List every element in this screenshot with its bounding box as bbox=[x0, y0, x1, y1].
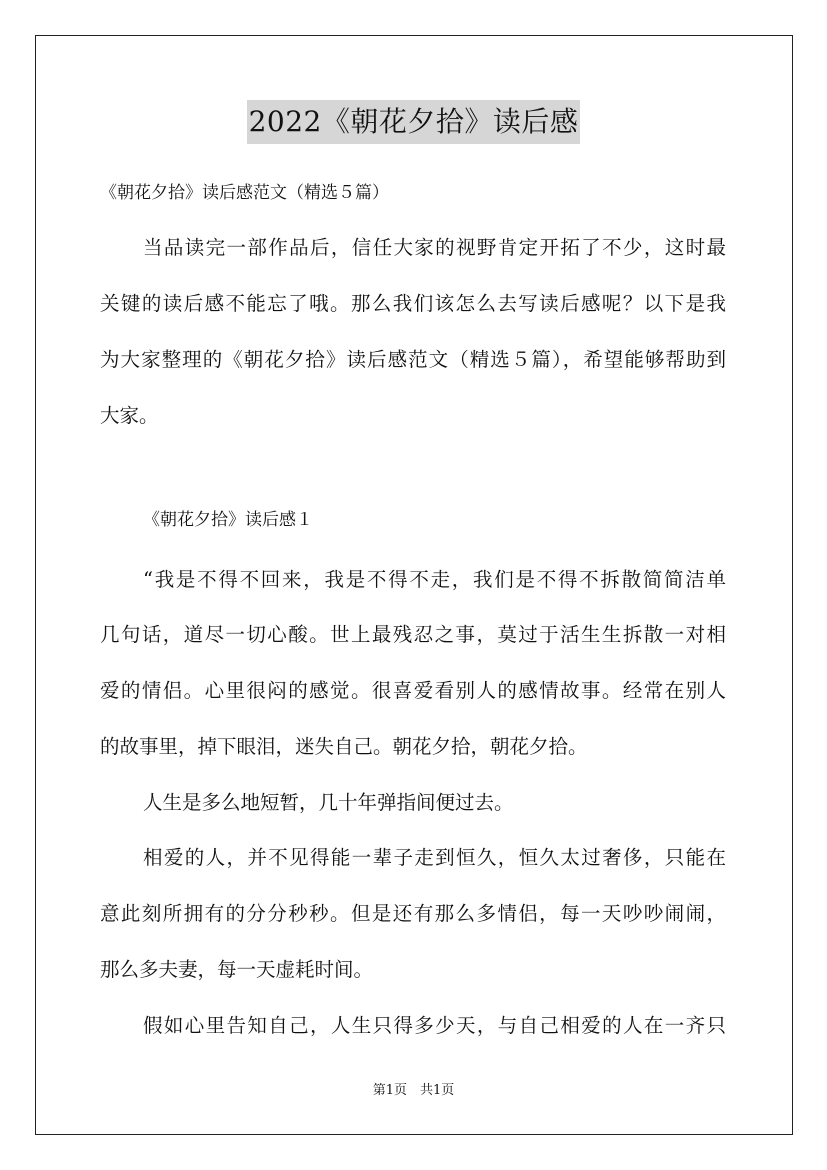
para1-line-4: 的故事里，掉下眼泪，迷失自己。朝花夕拾，朝花夕拾。 bbox=[100, 735, 588, 758]
page-footer: 第1页 共1页 bbox=[372, 1083, 455, 1098]
para4-line-1: 假如心里告知自己，人生只得多少天，与自己相爱的人在一齐只 bbox=[143, 1014, 726, 1037]
document-title-block bbox=[0, 100, 827, 144]
para3-line-1: 相爱的人，并不见得能一辈子走到恒久，恒久太过奢侈，只能在 bbox=[143, 846, 726, 869]
intro-line-2: 关键的读后感不能忘了哦。那么我们该怎么去写读后感呢？以下是我 bbox=[100, 292, 726, 315]
document-title: 2022《朝花夕拾》读后感 bbox=[247, 100, 581, 144]
para2-line-1: 人生是多么地短暂，几十年弹指间便过去。 bbox=[143, 791, 514, 814]
intro-line-4: 大家。 bbox=[100, 404, 159, 427]
intro-line-3: 为大家整理的《朝花夕拾》读后感范文（精选５篇），希望能够帮助到 bbox=[100, 348, 726, 371]
document-subtitle: 《朝花夕拾》读后感范文（精选５篇） bbox=[100, 183, 389, 203]
intro-line-1: 当品读完一部作品后，信任大家的视野肯定开拓了不少，这时最 bbox=[143, 236, 726, 259]
para1-line-3: 爱的情侣。心里很闷的感觉。很喜爱看别人的感情故事。经常在别人 bbox=[100, 679, 726, 702]
para1-line-1: “我是不得不回来，我是不得不走，我们是不得不拆散简简洁单 bbox=[143, 568, 726, 591]
para3-line-2: 意此刻所拥有的分分秒秒。但是还有那么多情侣，每一天吵吵闹闹， bbox=[100, 902, 726, 925]
para3-line-3: 那么多夫妻，每一天虚耗时间。 bbox=[100, 958, 374, 981]
para1-line-2: 几句话，道尽一切心酸。世上最残忍之事，莫过于活生生拆散一对相 bbox=[100, 623, 726, 646]
section-heading: 《朝花夕拾》读后感１ bbox=[143, 510, 313, 530]
